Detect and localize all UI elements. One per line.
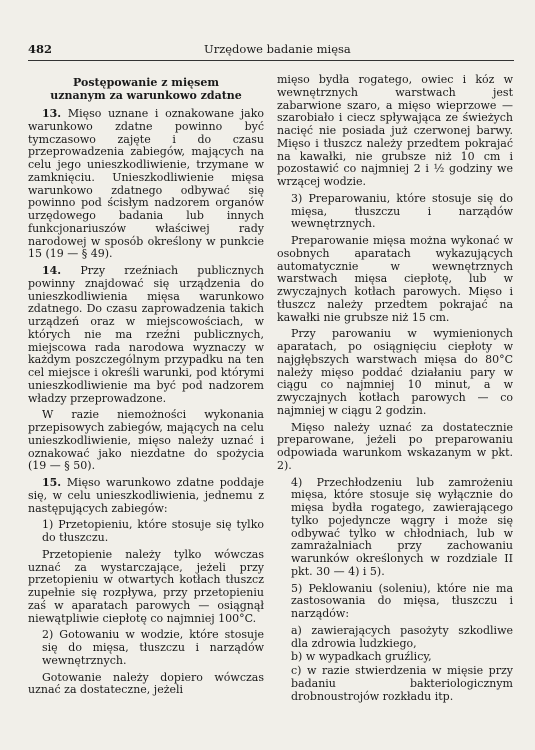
paragraph-text: a) zawierających pasożyty szkodliwe dla zdrowia ludzkiego,: [291, 623, 513, 650]
paragraph: [277, 477, 513, 579]
paragraph: [28, 265, 264, 405]
paragraph-text: 3) Preparowaniu, które stosuje się do mięsa, tłuszczu i narządów wewnętrznych.: [291, 191, 513, 231]
paragraph: [277, 583, 513, 621]
left-column: [28, 74, 264, 744]
header-rule: [28, 60, 514, 61]
paragraph: [277, 193, 513, 231]
paragraph: [277, 422, 513, 473]
paragraph: [277, 235, 513, 324]
paragraph: [28, 108, 264, 261]
right-paragraphs: [277, 74, 513, 703]
running-title: Urzędowe badanie mięsa: [204, 42, 351, 56]
paragraph-text: Mięso warunkowo zdatne poddaje się, w celu unieszkodliwienia, jednemu z następujących zabiegów:: [28, 476, 264, 515]
paragraph: [277, 651, 513, 664]
section-title-line-2: uznanym za warunkowo zdatne: [50, 89, 242, 102]
paragraph-text: Gotowanie należy dopiero wówczas uznać za dostateczne, jeżeli: [28, 670, 264, 697]
section-title: [28, 76, 264, 102]
paragraph-number: 13.: [42, 107, 62, 120]
paragraph-text: Przy rzeźniach publicznych powinny znajdować się urządzenia do unieszkodliwienia mięsa warunkowo zdatnego. Do czasu zaprowadzenia takich urządzeń oraz w miejscowościach, w których nie ma rzeźni publicznych, miejscowa rada narodowa wyznaczy w każdym poszczególnym przypadku na ten cel miejsce i określi warunki, pod którymi unieszkodliwienie ma być pod nadzorem władzy przeprowadzone.: [28, 264, 264, 405]
paragraph-text: Przetopienie należy tylko wówczas uznać za wystarczające, jeżeli przy przetopieniu w otwartych kotłach tłuszcz zupełnie się rozpływa, przy przetopieniu zaś w aparatach parowych — osiągnął niewątpliwie ciepłotę co najmniej 100°C.: [28, 547, 264, 625]
paragraph-text: W razie niemożności wykonania przepisowych zabiegów, mających na celu unieszkodliwienie, mięso należy uznać i oznakować jako niezdatne do spożycia (19 — § 50).: [28, 408, 264, 473]
paragraph-text: 5) Peklowaniu (soleniu), które nie ma zastosowania do mięsa, tłuszczu i narządów:: [291, 581, 513, 620]
paragraph: [277, 328, 513, 417]
paragraph-text: c) w razie stwierdzenia w mięsie przy badaniu bakteriologicznym drobnoustrojów rozkładu itp.: [291, 664, 513, 703]
paragraph: [28, 477, 264, 515]
page-header: [28, 42, 514, 58]
paragraph-text: Mięso należy uznać za dostatecznie preparowane, jeżeli po preparowaniu odpowiada warunkom wskazanym w pkt. 2).: [277, 420, 513, 472]
paragraph: [277, 625, 513, 651]
paragraph: [28, 409, 264, 473]
paragraph-text: Preparowanie mięsa można wykonać w osobnych aparatach wykazujących automatycznie w wewnętrznych warstwach mięsa ciepłotę, lub w zwyczajnych kotłach parowych. Mięso i tłuszcz należy przedtem pokrajać na kawałki nie grubsze niż 15 cm.: [277, 234, 513, 324]
paragraph: [277, 665, 513, 703]
paragraph-text: 1) Przetopieniu, które stosuje się tylko do tłuszczu.: [42, 518, 264, 544]
right-column: [277, 74, 513, 744]
paragraph-text: b) w wypadkach gruźlicy,: [291, 650, 432, 664]
paragraph: [277, 74, 513, 189]
paragraph-text: Mięso uznane i oznakowane jako warunkowo zdatne powinno być tymczasowo zajęte i do czasu przeprowadzenia zabiegów, mających na celu jego unieszkodliwienie, trzymane w zamknięciu. Unieszkodliwienie mięsa warunkowo zdatnego odbywać się powinno pod ścisłym nadzorem organów urzędowego badania lub innych funkcjonariuszów właściwej rady narodowej w sposób określony w punkcie 15 (19 — § 49).: [28, 107, 264, 261]
paragraph-text: 4) Przechłodzeniu lub zamrożeniu mięsa, które stosuje się wyłącznie do mięsa bydła rogatego, zawierającego tylko pojedyncze wągry i może się odbywać tylko w chłodniach, lub w zamrażalniach przy zachowaniu warunków określonych w rozdziale II pkt. 30 — 4) i 5).: [291, 475, 513, 578]
paragraph-text: 2) Gotowaniu w wodzie, które stosuje się do mięsa, tłuszczu i narządów wewnętrznych.: [42, 628, 264, 667]
left-paragraphs: [28, 108, 264, 697]
paragraph-number: 15.: [42, 476, 62, 489]
paragraph: [28, 519, 264, 545]
paragraph-number: 14.: [42, 264, 62, 277]
paragraph: [28, 629, 264, 667]
paragraph-text: mięso bydła rogatego, owiec i kóz w wewnętrznych warstwach jest zabarwione szaro, a mięso wieprzowe — szarobiało i ciecz spływająca ze świeżych nacięć nie posiada już czerwonej barwy. Mięso i tłuszcz należy przedtem pokrajać na kawałki, nie grubsze niż 10 cm i pozostawić co najmniej 2 i ½ godziny we wrzącej wodzie.: [277, 74, 513, 188]
paragraph: [28, 672, 264, 698]
paragraph-text: Przy parowaniu w wymienionych aparatach, po osiągnięciu ciepłoty w najgłębszych warstwach mięsa do 80°C należy mięso poddać działaniu pary w ciągu co najmniej 10 minut, a w zwyczajnych kotłach parowych — co najmniej w ciągu 2 godzin.: [277, 327, 513, 417]
paragraph: [28, 549, 264, 626]
section-title-line-1: Postępowanie z mięsem: [73, 76, 219, 89]
page-number: 482: [28, 42, 53, 56]
